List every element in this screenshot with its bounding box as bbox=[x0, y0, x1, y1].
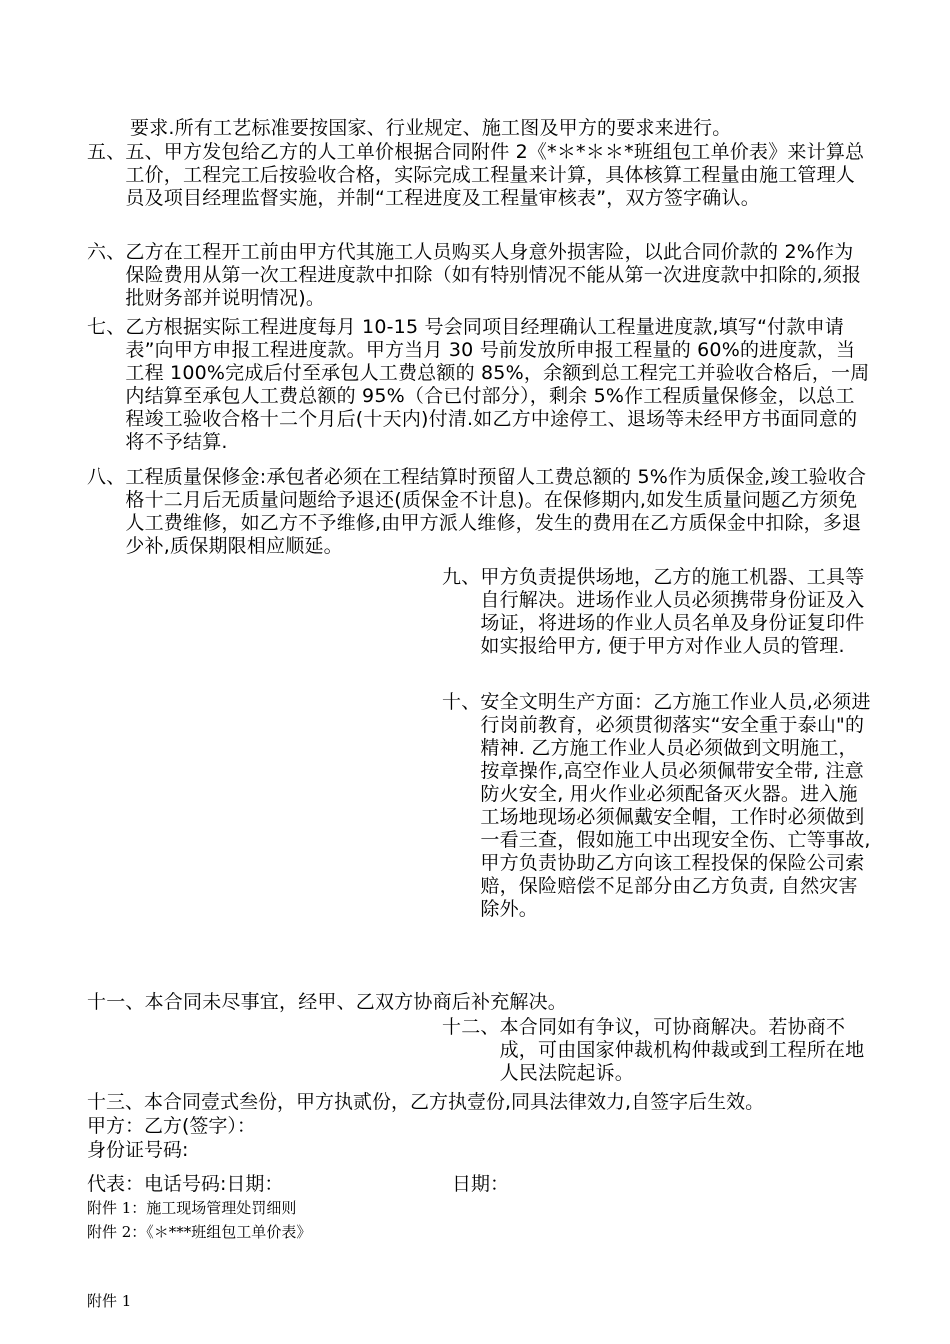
clause-number: 九、 bbox=[442, 566, 481, 588]
clause-text: 乙方在工程开工前由甲方代其施工人员购买人身意外损害险，以此合同价款的 2%作为保险费用从第一次工程进度款中扣除（如有特别情况不能从第一次进度款中扣除的,须报批财务部并说明情况)。 bbox=[125, 241, 862, 309]
clause-13: 十三、本合同壹式叁份，甲方执贰份，乙方执壹份,同具法律效力,自签字后生效。 bbox=[87, 1091, 765, 1113]
clause-text: 五、甲方发包给乙方的人工单价根据合同附件 2《*＊*＊＊*班组包工单价表》来计算总工价，工程完工后按验收合格，实际完成工程量来计算，具体核算工程量由施工管理人员及项目经理监督实施，并制“工程进度及工程量审核表”，双方签字确认。 bbox=[125, 141, 865, 209]
attachment-2: 附件 2：《＊***班组包工单价表》 bbox=[87, 1223, 312, 1241]
clause-8 bbox=[87, 466, 871, 558]
clause-text: 本合同如有争议，可协商解决。若协商不成，可由国家仲裁机构仲裁或到工程所在地人民法院起诉。 bbox=[499, 1016, 865, 1084]
clause-text: 工程质量保修金:承包者必须在工程结算时预留人工费总额的 5%作为质保金,竣工验收合格十二月后无质量问题给予退还(质保金不计息)。在保修期内,如发生质量问题乙方须免人工费维修，如乙方不予维修,由甲方派人维修，发生的费用在乙方质保金中扣除，多退少补,质保期限相应顺延。 bbox=[125, 466, 867, 557]
attachment-1: 附件 1：施工现场管理处罚细则 bbox=[87, 1199, 297, 1217]
clause-text: 甲方负责提供场地，乙方的施工机器、工具等自行解决。进场作业人员必须携带身份证及入场证，将进场的作业人员名单及身份证复印件如实报给甲方, 便于甲方对作业人员的管理. bbox=[480, 566, 865, 657]
clause-number: 六、 bbox=[87, 241, 126, 263]
clause-10 bbox=[442, 691, 872, 921]
signature-representative: 代表：电话号码:日期： bbox=[87, 1173, 284, 1195]
clause-12 bbox=[442, 1016, 872, 1085]
clause-number: 十二、 bbox=[442, 1016, 500, 1038]
clause-number: 七、 bbox=[87, 316, 126, 338]
clause-7 bbox=[87, 316, 871, 454]
footer-attachment-label: 附件 1 bbox=[87, 1292, 132, 1310]
signature-parties: 甲方：乙方(签字）： bbox=[87, 1115, 256, 1137]
clause-number: 五、 bbox=[87, 141, 126, 163]
clause-text: 乙方根据实际工程进度每月 10-15 号会同项目经理确认工程量进度款,填写“付款申请表”向甲方申报工程进度款。甲方当月 30 号前发放所申报工程量的 60%的进度款，当工程 100%完成后付至承包人工费总额的 85%，余额到总工程完工并验收合格后，一周内结算至承包人工费总额的 95%（合已付部分），剩余 5%作工程质量保修金，以总工程竣工验收合格十二个月后(十天内)付清.如乙方中途停工、退场等未经甲方书面同意的将不予结算. bbox=[125, 316, 870, 453]
signature-id-number: 身份证号码: bbox=[87, 1139, 189, 1161]
clause-11: 十一、本合同未尽事宜，经甲、乙双方协商后补充解决。 bbox=[87, 991, 568, 1013]
clause-5 bbox=[87, 141, 871, 210]
clause-6 bbox=[87, 241, 871, 310]
clause-text: 安全文明生产方面：乙方施工作业人员,必须进行岗前教育，必须贯彻落实“安全重于泰山"的精神. 乙方施工作业人员必须做到文明施工，按章操作,高空作业人员必须佩带安全带, 注意防火安全, 用火作业必须配备灭火器。进入施工场地现场必须佩戴安全帽，工作时必须做到一看三查，假如施工中出现安全伤、亡等事故, 甲方负责协助乙方向该工程投保的保险公司索赔，保险赔偿不足部分由乙方负责, 自然灾害除外。 bbox=[480, 691, 871, 920]
signature-date: 日期： bbox=[452, 1173, 510, 1195]
continuation-line: 要求.所有工艺标准要按国家、行业规定、施工图及甲方的要求来进行。 bbox=[130, 117, 732, 139]
clause-number: 十、 bbox=[442, 691, 481, 713]
clause-9 bbox=[442, 566, 872, 658]
clause-number: 八、 bbox=[87, 466, 126, 488]
